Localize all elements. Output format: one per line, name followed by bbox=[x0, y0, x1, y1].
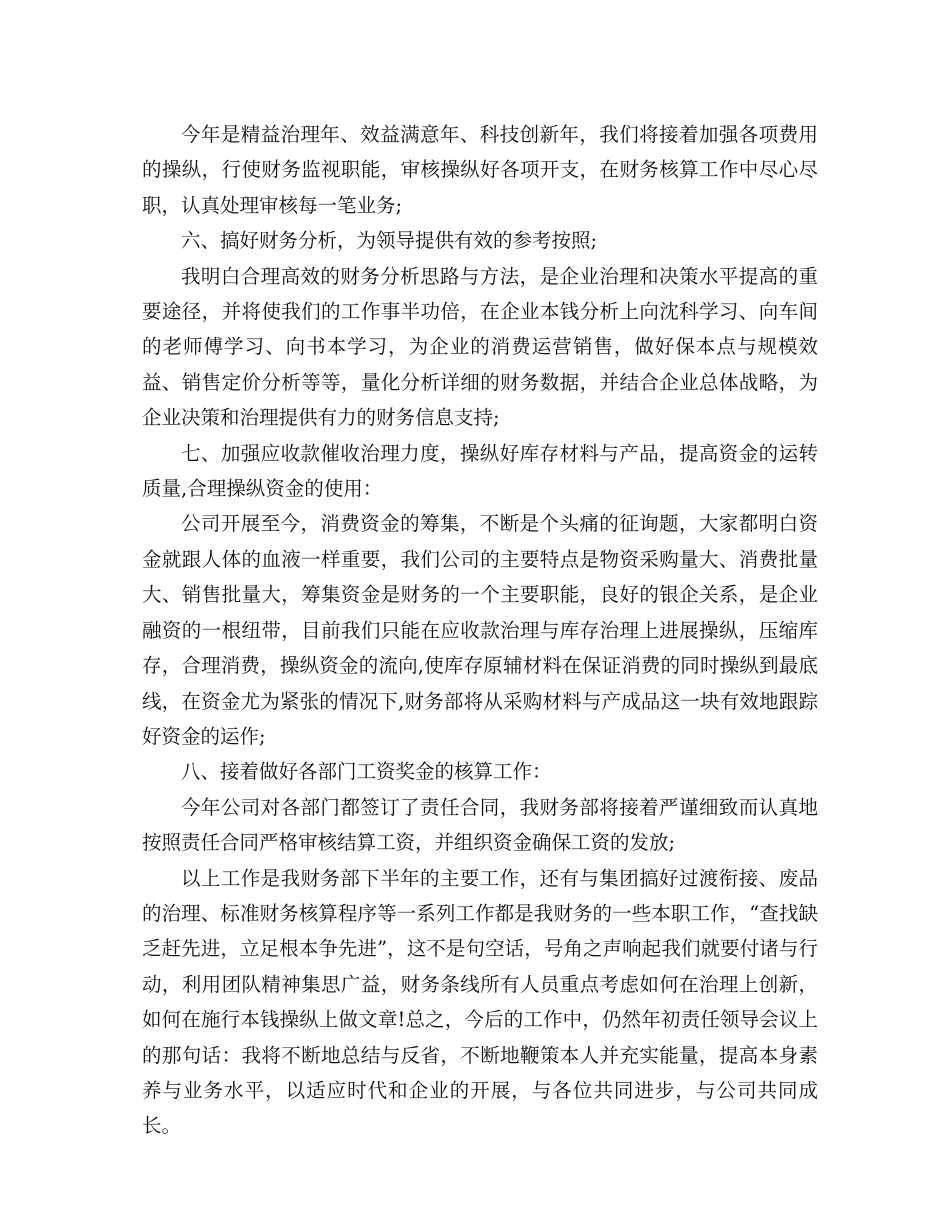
section-heading-receivables: 七、加强应收款催收治理力度，操纵好库存材料与产品，提高资金的运转质量,合理操纵资金的使用： bbox=[142, 441, 818, 501]
section-heading-payroll: 八、接着做好各部门工资奖金的核算工作： bbox=[181, 760, 552, 784]
paragraph-conclusion: 以上工作是我财务部下半年的主要工作，还有与集团搞好过渡衔接、废品的治理、标准财务核算程序等一系列工作都是我财务的一些本职工作，“查找缺乏赶先进，立足根本争先进”，这不是句空话，号角之声响起我们就要付诸与行动，利用团队精神集思广益，财务条线所有人员重点考虑如何在治理上创新，如何在施行本钱操纵上做文章!总之，今后的工作中，仍然年初责任领导会议上的那句话：我将不断地总结与反省，不断地鞭策本人并充实能量，提高本身素养与业务水平，以适应时代和企业的开展，与各位共同进步，与公司共同成长。 bbox=[142, 866, 818, 1138]
paragraph-cost-control: 今年是精益治理年、效益满意年、科技创新年，我们将接着加强各项费用的操纵，行使财务监视职能，审核操纵好各项开支，在财务核算工作中尽心尽职，认真处理审核每一笔业务; bbox=[142, 123, 818, 217]
paragraph-financial-analysis: 我明白合理高效的财务分析思路与方法，是企业治理和决策水平提高的重要途径，并将使我们的工作事半功倍，在企业本钱分析上向沈科学习、向车间的老师傅学习、向书本学习，为企业的消费运营销售，做好保本点与规模效益、销售定价分析等等，量化分析详细的财务数据，并结合企业总体战略，为企业决策和治理提供有力的财务信息支持; bbox=[142, 264, 818, 430]
section-heading-financial-analysis: 六、搞好财务分析，为领导提供有效的参考按照; bbox=[181, 229, 598, 253]
paragraph-payroll: 今年公司对各部门都签订了责任合同，我财务部将接着严谨细致而认真地按照责任合同严格审核结算工资，并组织资金确保工资的发放; bbox=[142, 795, 818, 855]
document-body bbox=[142, 117, 818, 1144]
paragraph-capital-management: 公司开展至今，消费资金的筹集，不断是个头痛的征询题，大家都明白资金就跟人体的血液一样重要，我们公司的主要特点是物资采购量大、消费批量大、销售批量大，筹集资金是财务的一个主要职能，良好的银企关系，是企业融资的一根纽带，目前我们只能在应收款治理与库存治理上进展操纵，压缩库存，合理消费，操纵资金的流向,使库存原辅材料在保证消费的同时操纵到最底线，在资金尤为紧张的情况下,财务部将从采购材料与产成品这一块有效地跟踪好资金的运作; bbox=[142, 512, 818, 748]
